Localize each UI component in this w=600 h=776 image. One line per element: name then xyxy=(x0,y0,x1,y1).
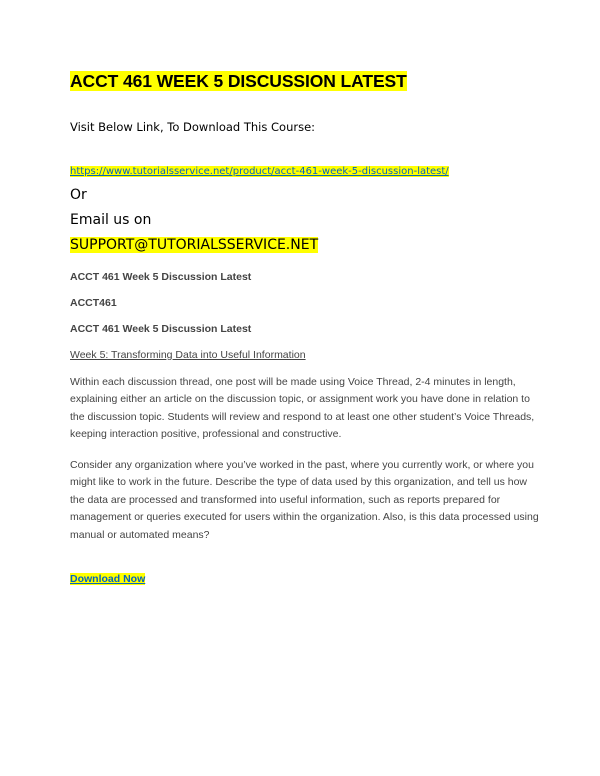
document-title xyxy=(70,70,407,92)
download-link-row xyxy=(70,572,145,586)
paragraph-instructions: Within each discussion thread, one post will be made using Voice Thread, 2-4 minutes in length, explaining either an article on the discussion topic, or assignment work you have done in relation to the discussion topic. Students will review and respond to at least one other student’s Voice Threads, keeping interaction positive, professional and constructive. xyxy=(70,376,535,441)
email-label: Email us on xyxy=(70,212,152,228)
email-row xyxy=(70,236,318,254)
download-now-link[interactable]: Download Now xyxy=(70,573,146,585)
week-heading: Week 5: Transforming Data into Useful Information xyxy=(70,349,306,361)
title-text: ACCT 461 WEEK 5 DISCUSSION LATEST xyxy=(70,71,407,91)
course-subheading: ACCT 461 Week 5 Discussion Latest xyxy=(70,323,252,335)
or-text: Or xyxy=(70,187,87,203)
course-code: ACCT461 xyxy=(70,297,117,309)
email-address[interactable]: SUPPORT@TUTORIALSSERVICE.NET xyxy=(70,237,319,253)
course-link[interactable]: https://www.tutorialsservice.net/product/acct-461-week-5-discussion-latest/ xyxy=(70,166,449,177)
visit-text: Visit Below Link, To Download This Course: xyxy=(70,120,316,134)
course-link-row xyxy=(70,164,449,179)
course-heading: ACCT 461 Week 5 Discussion Latest xyxy=(70,271,252,283)
paragraph-question: Consider any organization where you’ve worked in the past, where you currently work, or where you might like to work in the future. Describe the type of data used by this organization, and tell us how the data are processed and transformed into useful information, such as reports prepared for management or queries executed for users within the organization. Also, is this data processed using manual or automated means? xyxy=(70,459,539,541)
